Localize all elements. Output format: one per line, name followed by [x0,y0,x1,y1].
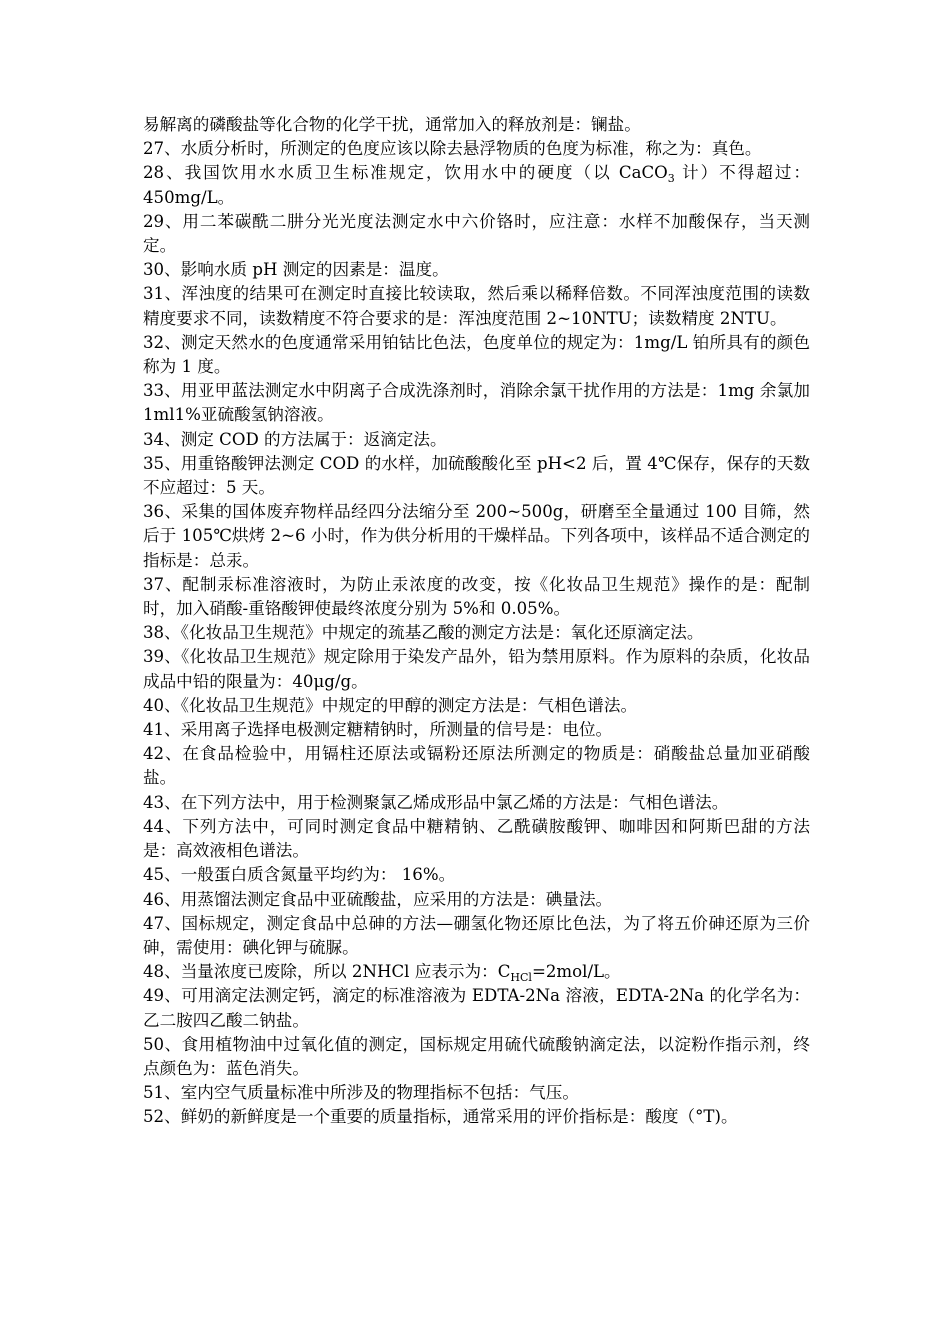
paragraph: 易解离的磷酸盐等化合物的化学干扰，通常加入的释放剂是：镧盐。 [143,115,641,134]
paragraph: 52、鲜奶的新鲜度是一个重要的质量指标，通常采用的评价指标是：酸度（°T)。 [143,1107,738,1127]
paragraph: 32、测定天然水的色度通常采用铂钴比色法，色度单位的规定为：1mg/L 铂所具有的颜色称为 1 度。 [143,332,810,377]
paragraph: 40、《化妆品卫生规范》中规定的甲醇的测定方法是：气相色谱法。 [143,695,638,715]
paragraph: 37、配制汞标准溶液时，为防止汞浓度的改变，按《化妆品卫生规范》操作的是：配制时，加入硝酸-重铬酸钾使最终浓度分别为 5%和 0.05%。 [143,574,810,619]
paragraph: 29、用二苯碳酰二肼分光光度法测定水中六价铬时，应注意：水样不加酸保存，当天测定。 [143,211,810,256]
paragraph: 38、《化妆品卫生规范》中规定的巯基乙酸的测定方法是：氧化还原滴定法。 [143,623,704,643]
paragraph: 35、用重铬酸钾法测定 COD 的水样，加硫酸酸化至 pH<2 后，置 4℃保存，保存的天数不应超过：5 天。 [143,453,810,498]
paragraph: 50、食用植物油中过氧化值的测定，国标规定用硫代硫酸钠滴定法，以淀粉作指示剂，终点颜色为：蓝色消失。 [143,1034,810,1078]
paragraph: 39、《化妆品卫生规范》规定除用于染发产品外，铅为禁用原料。作为原料的杂质，化妆品成品中铅的限量为：40μg/g。 [143,647,810,691]
subscript: 3 [667,172,675,186]
paragraph: 44、下列方法中，可同时测定食品中糖精钠、乙酰磺胺酸钾、咖啡因和阿斯巴甜的方法是：高效液相色谱法。 [143,816,810,861]
paragraph: 34、测定 COD 的方法属于：返滴定法。 [143,429,447,449]
paragraph: 45、一般蛋白质含氮量平均约为： 16%。 [143,865,456,885]
paragraph-text: 计）不得超过：450mg/L。 [143,163,810,207]
paragraph [143,960,810,984]
paragraph: 47、国标规定，测定食品中总砷的方法—硼氢化物还原比色法，为了将五价砷还原为三价砷，需使用：碘化钾与硫脲。 [143,913,810,957]
subscript: HCl [510,971,532,985]
document-body [143,113,810,1130]
paragraph-text: 48、当量浓度已废除，所以 2NHCl 应表示为：C [143,962,511,982]
paragraph: 33、用亚甲蓝法测定水中阴离子合成洗涤剂时，消除余氯干扰作用的方法是：1mg 余氯加 1ml1%亚硫酸氢钠溶液。 [143,381,810,425]
paragraph: 43、在下列方法中，用于检测聚氯乙烯成形品中氯乙烯的方法是：气相色谱法。 [143,792,729,812]
paragraph: 27、水质分析时，所测定的色度应该以除去悬浮物质的色度为标准，称之为：真色。 [143,139,762,159]
paragraph: 36、采集的国体废弃物样品经四分法缩分至 200~500g，研磨至全量通过 100 目筛，然后于 105℃烘烤 2~6 小时，作为供分析用的干燥样品。下列各项中，该样品不适合测定的指标是：总汞。 [143,502,810,570]
paragraph: 46、用蒸馏法测定食品中亚硫酸盐，应采用的方法是：碘量法。 [143,889,613,909]
paragraph: 51、室内空气质量标准中所涉及的物理指标不包括：气压。 [143,1083,579,1103]
paragraph-text: 28、我国饮用水水质卫生标准规定，饮用水中的硬度（以 CaCO [143,163,668,183]
paragraph-text: =2mol/L。 [531,962,621,982]
paragraph: 31、浑浊度的结果可在测定时直接比较读取，然后乘以稀释倍数。不同浑浊度范围的读数精度要求不同，读数精度不符合要求的是：浑浊度范围 2~10NTU；读数精度 2NTU。 [143,284,810,328]
paragraph [143,161,810,209]
paragraph: 42、在食品检验中，用镉柱还原法或镉粉还原法所测定的物质是：硝酸盐总量加亚硝酸盐。 [143,744,810,788]
paragraph: 41、采用离子选择电极测定糖精钠时，所测量的信号是：电位。 [143,720,613,740]
paragraph: 30、影响水质 pH 测定的因素是：温度。 [143,260,449,280]
paragraph: 49、可用滴定法测定钙，滴定的标准溶液为 EDTA-2Na 溶液，EDTA-2Na 的化学名为：乙二胺四乙酸二钠盐。 [143,986,810,1030]
